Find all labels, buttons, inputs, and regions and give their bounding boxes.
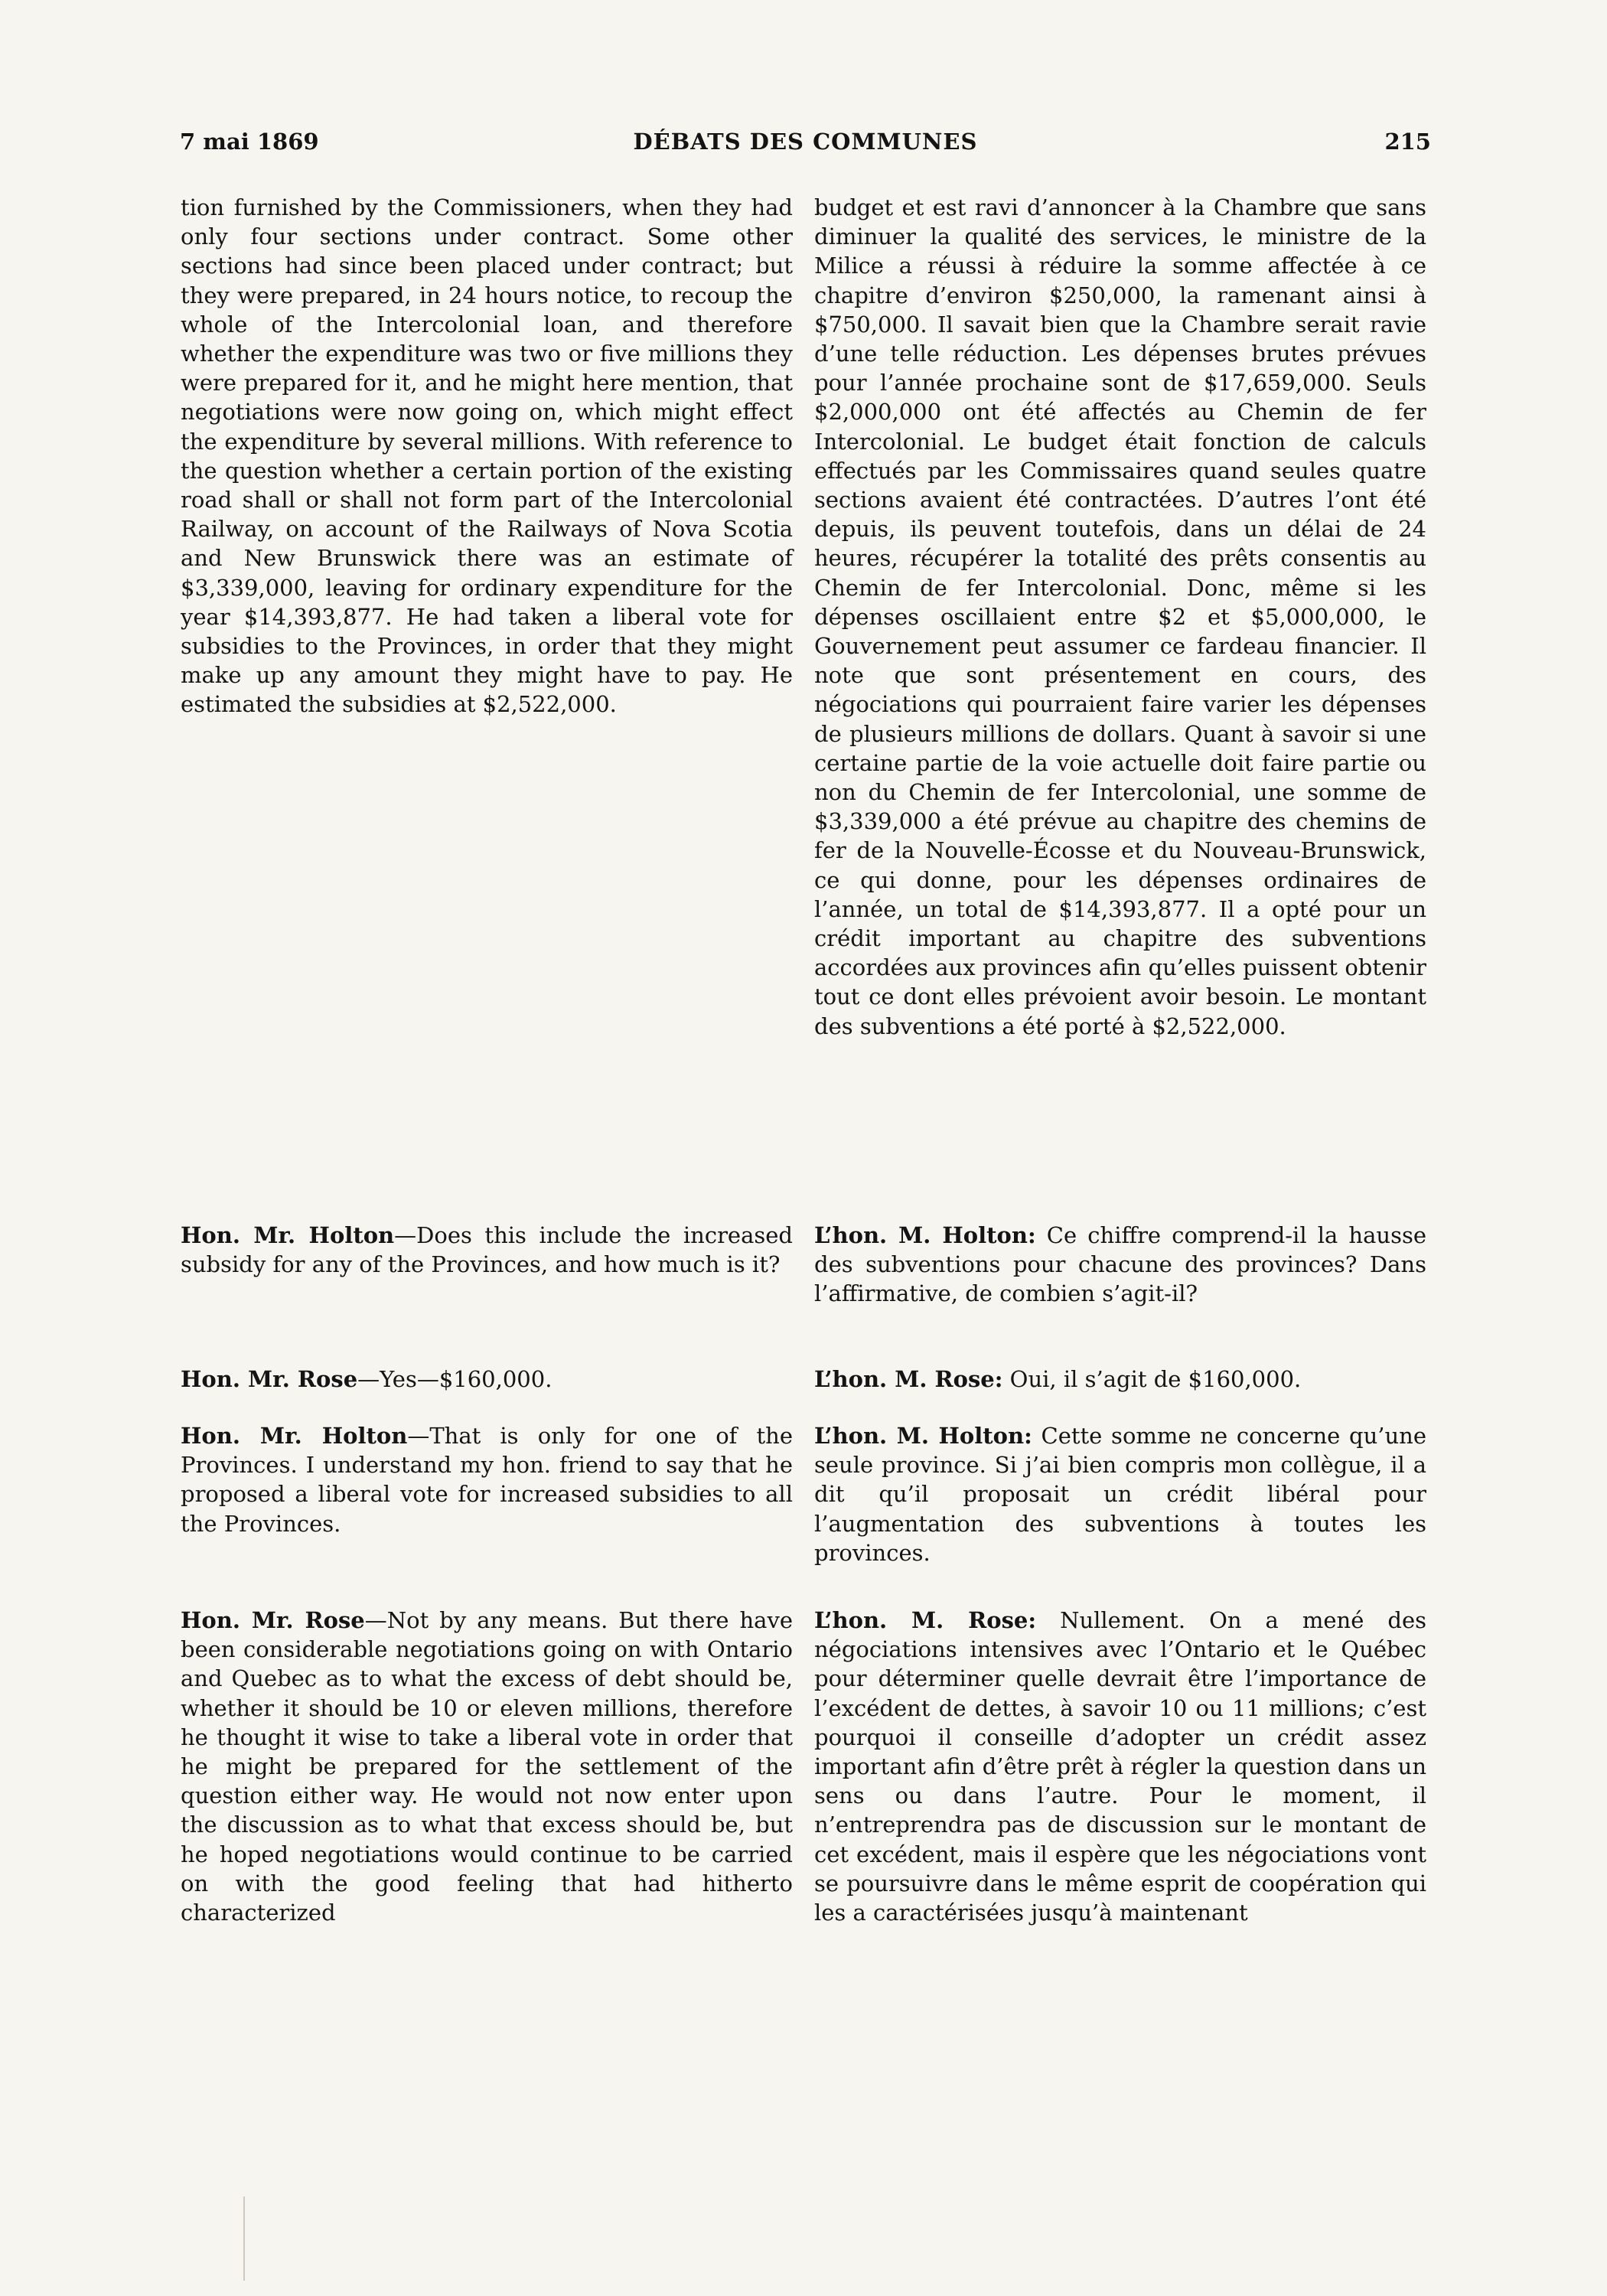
speech-text: —Yes—$160,000.: [357, 1366, 553, 1392]
speech-text: Cette somme ne concerne qu’une seule province. Si j’ai bien compris mon collègue, il a dit qu’il proposait un crédit libéral pour l’augmentation des subventions à toutes les provinces.: [814, 1423, 1426, 1566]
speech-text: Ce chiffre comprend-il la hausse des subventions pour chacune des provinces? Dans l’affirmative, de combien s’agit-il?: [814, 1222, 1426, 1307]
speech-text: —Does this include the increased subsidy for any of the Provinces, and how much is it?: [181, 1222, 793, 1278]
speaker-name: Hon. Mr. Holton: [181, 1222, 395, 1248]
speech-text: Oui, il s’agit de $160,000.: [1002, 1366, 1302, 1392]
french-paragraph-holton-question: [814, 1221, 1426, 1309]
french-paragraph-rose-reply: [814, 1606, 1426, 1927]
speech-text: Nullement. On a mené des négociations intensives avec l’Ontario et le Québec pour déterminer quelle devrait être l’importance de l’excédent de dettes, à savoir 10 ou 11 millions; c’est pourquoi il conseille d’adopter un crédit assez important afin d’être prêt à régler la question dans un sens ou dans l’autre. Pour le moment, il n’entreprendra pas de discussion sur le montant de cet excédent, mais il espère que les négociations vont se poursuivre dans le même esprit de coopération qui les a caractérisées jusqu’à maintenant: [814, 1607, 1426, 1926]
speaker-name: L’hon. M. Holton:: [814, 1423, 1032, 1449]
header-title: DÉBATS DES COMMUNES: [633, 129, 978, 155]
speaker-name: Hon. Mr. Rose: [181, 1607, 365, 1633]
french-paragraph-holton-followup: [814, 1421, 1426, 1567]
speaker-name: L’hon. M. Rose:: [814, 1607, 1037, 1633]
english-paragraph-holton-question: [181, 1221, 793, 1279]
scan-artifact-line: [243, 2197, 245, 2281]
speech-text: —That is only for one of the Provinces. I understand my hon. friend to say that he proposed a liberal vote for increased subsidies to all the Provinces.: [181, 1423, 794, 1537]
page-number: 215: [1384, 129, 1431, 155]
speaker-name: Hon. Mr. Holton: [181, 1423, 408, 1449]
english-paragraph-1: tion furnished by the Commissioners, when they had only four sections under contract. Some other sections had since been placed under contract; but they were prepared, in 24 hours notice, to recoup the whole of the Intercolonial loan, and therefore whether the expenditure was two or five millions they were prepared for it, and he might here mention, that negotiations were now going on, which might effect the expenditure by several millions. With reference to the question whether a certain portion of the existing road shall or shall not form part of the Intercolonial Railway, on account of the Railways of Nova Scotia and New Brunswick there was an estimate of $3,339,000, leaving for ordinary expenditure for the year $14,393,877. He had taken a liberal vote for subsidies to the Provinces, in order that they might make up any amount they might have to pay. He estimated the subsidies at $2,522,000.: [181, 194, 793, 718]
speaker-name: L’hon. M. Rose:: [814, 1366, 1003, 1392]
english-paragraph-holton-followup: [181, 1421, 793, 1538]
speaker-name: Hon. Mr. Rose: [181, 1366, 358, 1392]
french-paragraph-1: budget et est ravi d’annoncer à la Chambre que sans diminuer la qualité des services, le ministre de la Milice a réussi à réduire la somme affectée à ce chapitre d’environ $250,000, la ramenant ainsi à $750,000. Il savait bien que la Chambre serait ravie d’une telle réduction. Les dépenses brutes prévues pour l’année prochaine sont de $17,659,000. Seuls $2,000,000 ont été affectés au Chemin de fer Intercolonial. Le budget était fonction de calculs effectués par les Commissaires quand seules quatre sections avaient été contractées. D’autres l’ont été depuis, ils peuvent toutefois, dans un délai de 24 heures, récupérer la totalité des prêts consentis au Chemin de fer Intercolonial. Donc, même si les dépenses oscillaient entre $2 et $5,000,000, le Gouvernement peut assumer ce fardeau financier. Il note que sont présentement en cours, des négociations qui pourraient faire varier les dépenses de plusieurs millions de dollars. Quant à savoir si une certaine partie de la voie actuelle doit faire partie ou non du Chemin de fer Intercolonial, une somme de $3,339,000 a été prévue au chapitre des chemins de fer de la Nouvelle-Écosse et du Nouveau-Brunswick, ce qui donne, pour les dépenses ordinaires de l’année, un total de $14,393,877. Il a opté pour un crédit important au chapitre des subventions accordées aux provinces afin qu’elles puissent obtenir tout ce dont elles prévoient avoir besoin. Le montant des subventions a été porté à $2,522,000.: [814, 194, 1426, 1039]
english-paragraph-rose-reply: [181, 1606, 793, 1927]
english-paragraph-rose-answer: [181, 1365, 793, 1394]
speaker-name: L’hon. M. Holton:: [814, 1222, 1036, 1248]
french-paragraph-rose-answer: [814, 1365, 1426, 1394]
page-header: [180, 129, 1431, 167]
speech-text: —Not by any means. But there have been considerable negotiations going on with Ontario and Quebec as to what the excess of debt should be, whether it should be 10 or eleven millions, therefore he thought it wise to take a liberal vote in order that he might be prepared for the settlement of the question either way. He would not now enter upon the discussion as to what that excess should be, but he hoped negotiations would continue to be carried on with the good feeling that had hitherto characterized: [181, 1607, 794, 1926]
header-date: 7 mai 1869: [180, 129, 319, 155]
